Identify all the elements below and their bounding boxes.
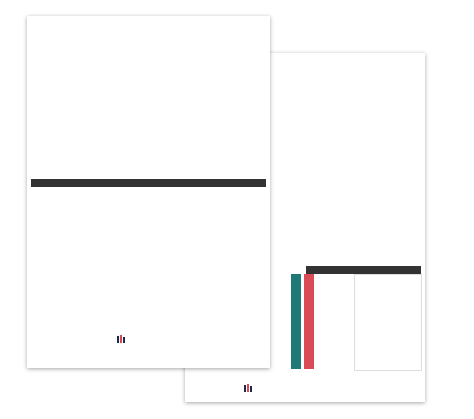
litcharts-logo-icon [244, 384, 253, 393]
theme-bar-dehumanizing [291, 274, 301, 369]
litcharts-logo [117, 334, 128, 344]
answer-analysis-header [353, 266, 421, 274]
worksheet-page [27, 16, 270, 368]
litcharts-logo-icon [117, 335, 126, 344]
litcharts-logo [244, 383, 255, 393]
theme-tracker-header [132, 179, 184, 187]
summary-header [31, 179, 132, 187]
theme-bar-motherhood [304, 274, 314, 369]
analysis-header [184, 179, 266, 187]
analysis-cell [354, 274, 422, 371]
answer-tracker-header [306, 266, 353, 274]
